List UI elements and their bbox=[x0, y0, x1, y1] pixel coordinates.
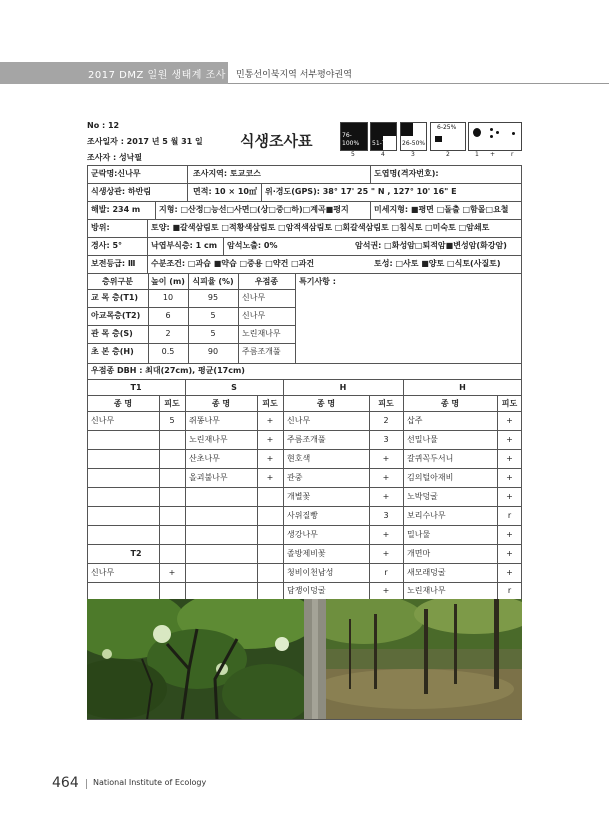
running-header bbox=[0, 62, 609, 84]
coverage-box-3: 26-50% bbox=[400, 122, 427, 151]
coverage-box-2: 6-25% bbox=[430, 122, 466, 151]
vegetation-survey-form: No : 12 조사일자 : 2017 년 5 월 31 일 조사자 : 성낙필 식생조사표 76-100% 51-75% 26-50% 6-25% 5 4 3 2 1 + r 군락명:신나무 조사지역: 토교코스 도엽명(격자번호): 식생상관: 하반림 면적: 10 × 10㎡ 위·경도(GPS): 38° 17' 25 " N , 127° 10' 16" E 해발: 234 m 지형: □산정□능선□사면□(상□중□하)□계곡■평지 미세지형: ■평면 □돌출 □함몰□요철 방위: 토양: ■갈색삼림토 □적황색삼림토 □암적색삼림토 □회갈색삼림토 □침식토 □미숙토 □암쇄토 경사: 5° 낙엽부식층: 1 cm 암석노출: 0% 암석권: □화성암□퇴적암■변성암(화강암) 보전등급: Ⅲ 수분조건: □과습 ■약습 □중용 □약건 □과건 토성: □사토 ■양토 □식토(사질토) 층위구분 높이 (m) 식피율 (%) 우점종 특기사항 : 교 목 층(T1) 10 95 신나무 아교목층(T2) 6 5 신나무 관 목 층(S) 2 5 노린재나무 초 본 층(H) 0.5 90 주름조개풀 우점종 DBH : 최대(27cm), 평균(17cm) T1 S H H 종 명 피도 종 명 피도 종 명 피도 종 명 피도 신나무 5 T2 신나무 + 쥐똥나무 + 노린재나무 + 산초나무 + 올괴불나무 + 신나무 2 주름조개풀 3 현호색 + 관중 + 개별꽃 + 사위질빵 3 생강나무 + 졸방제비꽃 + 청비이천남성 r 담쟁이덩굴 + 삽주 + 선밀나물 + 갈퀴꼭두서니 + 김의털아재비 + 노박덩굴 + 보리수나무 r 밀나물 + 개면마 + 새모래덩굴 + 노린재나무 r bbox=[87, 117, 522, 720]
group-header-h1: H bbox=[339, 383, 347, 392]
form-title: 식생조사표 bbox=[240, 132, 313, 150]
species-name: 신나무 bbox=[91, 568, 115, 577]
coverage-box-4: 51-75% bbox=[370, 122, 397, 151]
header-title-box bbox=[0, 62, 228, 84]
survey-location: 조사지역: 토교코스 bbox=[193, 169, 261, 178]
group-header-t1: T1 bbox=[130, 383, 142, 392]
altitude: 해발: 234 m bbox=[91, 205, 141, 214]
plot-area: 면적: 10 × 10㎡ bbox=[193, 187, 257, 196]
aspect: 방위: bbox=[91, 223, 110, 232]
species-name: 신나무 bbox=[91, 416, 115, 425]
coverage-box-5: 76-100% bbox=[340, 122, 368, 151]
micro-terrain: 미세지형: ■평면 □돌출 □함몰□요철 bbox=[374, 205, 509, 214]
group-header-s: S bbox=[231, 383, 237, 392]
footer-org: National Institute of Ecology bbox=[93, 778, 207, 787]
map-number: 도엽명(격자번호): bbox=[374, 169, 439, 178]
form-number: No : 12 bbox=[87, 121, 120, 130]
conservation-grade: 보전등급: Ⅲ bbox=[91, 259, 136, 268]
terrain: 지형: □산정□능선□사면□(상□중□하)□계곡■평지 bbox=[159, 205, 349, 214]
page-number: 464 bbox=[52, 775, 79, 791]
group-header-h2: H bbox=[459, 383, 466, 392]
gps-coordinates: 위·경도(GPS): 38° 17' 25 " N , 127° 10' 16" E bbox=[265, 187, 457, 196]
moisture-condition: 수분조건: □과습 ■약습 □중용 □약건 □과건 bbox=[151, 259, 315, 268]
slope: 경사: 5° bbox=[91, 241, 123, 250]
rock-exposure: 암석노출: 0% bbox=[227, 241, 278, 250]
header-rule bbox=[228, 83, 609, 84]
community-name: 군락명:신나무 bbox=[91, 169, 141, 178]
group-header-t2: T2 bbox=[130, 549, 142, 558]
physiognomy: 식생상관: 하반림 bbox=[91, 187, 152, 196]
survey-date: 조사일자 : 2017 년 5 월 31 일 bbox=[87, 137, 203, 146]
canopy-photo bbox=[87, 599, 304, 720]
dominant-dbh: 우점종 DBH : 최대(27cm), 평균(17cm) bbox=[91, 366, 245, 375]
notes-label: 특기사항 : bbox=[299, 277, 336, 286]
header-subtitle: 민통선이북지역 서부평야권역 bbox=[236, 70, 352, 80]
soil-texture: 토성: □사토 ■양토 □식토(사질토) bbox=[374, 259, 501, 268]
species-cover: 5 bbox=[169, 416, 175, 425]
header-title: 2017 DMZ 일원 생태계 조사 bbox=[88, 70, 226, 81]
species-cover: + bbox=[168, 568, 176, 577]
bedrock: 암석권: □화성암□퇴적암■변성암(화강암) bbox=[355, 241, 507, 250]
litter-layer: 낙엽부식층: 1 cm bbox=[151, 241, 218, 250]
surveyor: 조사자 : 성낙필 bbox=[87, 153, 143, 162]
understory-photo bbox=[304, 599, 522, 720]
coverage-box-1-plus-r bbox=[468, 122, 522, 151]
soil-type: 토양: ■갈색삼림토 □적황색삼림토 □암적색삼림토 □회갈색삼림토 □침식토 □미숙토 □암쇄토 bbox=[151, 223, 490, 232]
